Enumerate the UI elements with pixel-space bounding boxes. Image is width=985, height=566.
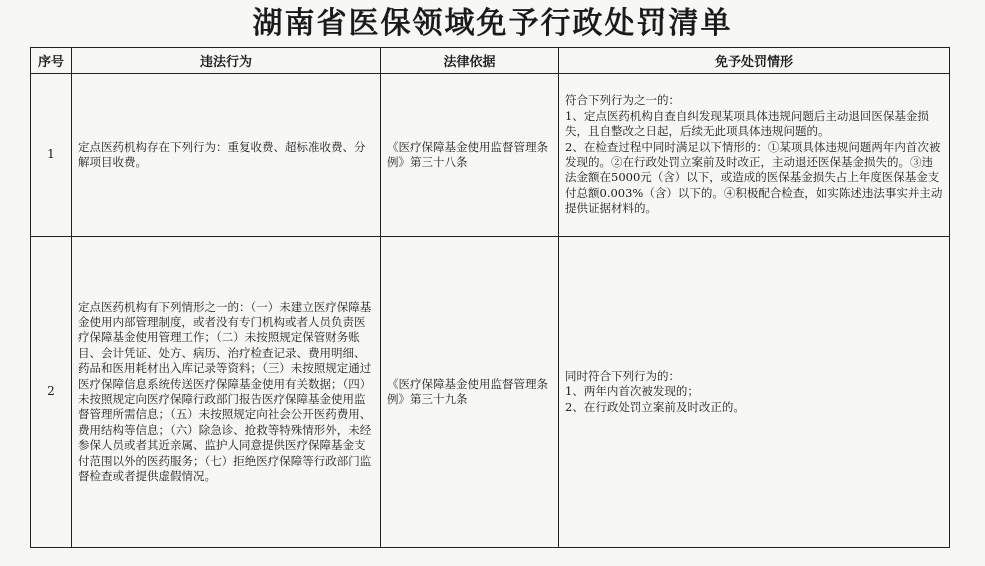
header-exemption: 免予处罚情形	[559, 48, 950, 74]
header-basis: 法律依据	[381, 48, 559, 74]
row-behavior: 定点医药机构存在下列行为：重复收费、超标准收费、分解项目收费。	[72, 74, 381, 237]
row-behavior: 定点医药机构有下列情形之一的：（一）未建立医疗保障基金使用内部管理制度，或者没有专门机构或者人员负责医疗保障基金使用管理工作；（二）未按照规定保管财务账目、会计凭证、处方、病历、治疗检查记录、费用明细、药品和医用耗材出入库记录等资料；（三）未按照规定通过医疗保障信息系统传送医疗保障基金使用有关数据；（四）未按照规定向医疗保障行政部门报告医疗保障基金使用监督管理所需信息；（五）未按照规定向社会公开医药费用、费用结构等信息；（六）除急诊、抢救等特殊情形外，未经参保人员或者其近亲属、监护人同意提供医疗保障基金支付范围以外的医药服务；（七）拒绝医疗保障等行政部门监督检查或者提供虚假情况。	[72, 237, 381, 548]
row-basis: 《医疗保障基金使用监督管理条例》第三十八条	[381, 74, 559, 237]
row-basis: 《医疗保障基金使用监督管理条例》第三十九条	[381, 237, 559, 548]
row-exemption: 同时符合下列行为的： 1、两年内首次被发现的； 2、在行政处罚立案前及时改正的。	[559, 237, 950, 548]
row-exemption: 符合下列行为之一的： 1、定点医药机构自查自纠发现某项具体违规问题后主动退回医保基金损失，且自整改之日起，后续无此项具体违规问题的。 2、在检查过程中同时满足以下情形的：①某项具体违规问题两年内首次被发现的。②在行政处罚立案前及时改正，主动退还医保基金损失的。③违法金额在5000元（含）以下，或造成的医保基金损失占上年度医保基金支付总额0.003%（含）以下的。④积极配合检查，如实陈述违法事实并主动提供证据材料的。	[559, 74, 950, 237]
row-seq: 1	[31, 74, 72, 237]
header-behavior: 违法行为	[72, 48, 381, 74]
penalty-exemption-table	[30, 47, 950, 548]
table-header-row	[31, 48, 950, 74]
row-seq: 2	[31, 237, 72, 548]
document-title: 湖南省医保领域免予行政处罚清单	[252, 6, 733, 41]
table-row	[31, 237, 950, 548]
header-seq: 序号	[31, 48, 72, 74]
table-row	[31, 74, 950, 237]
